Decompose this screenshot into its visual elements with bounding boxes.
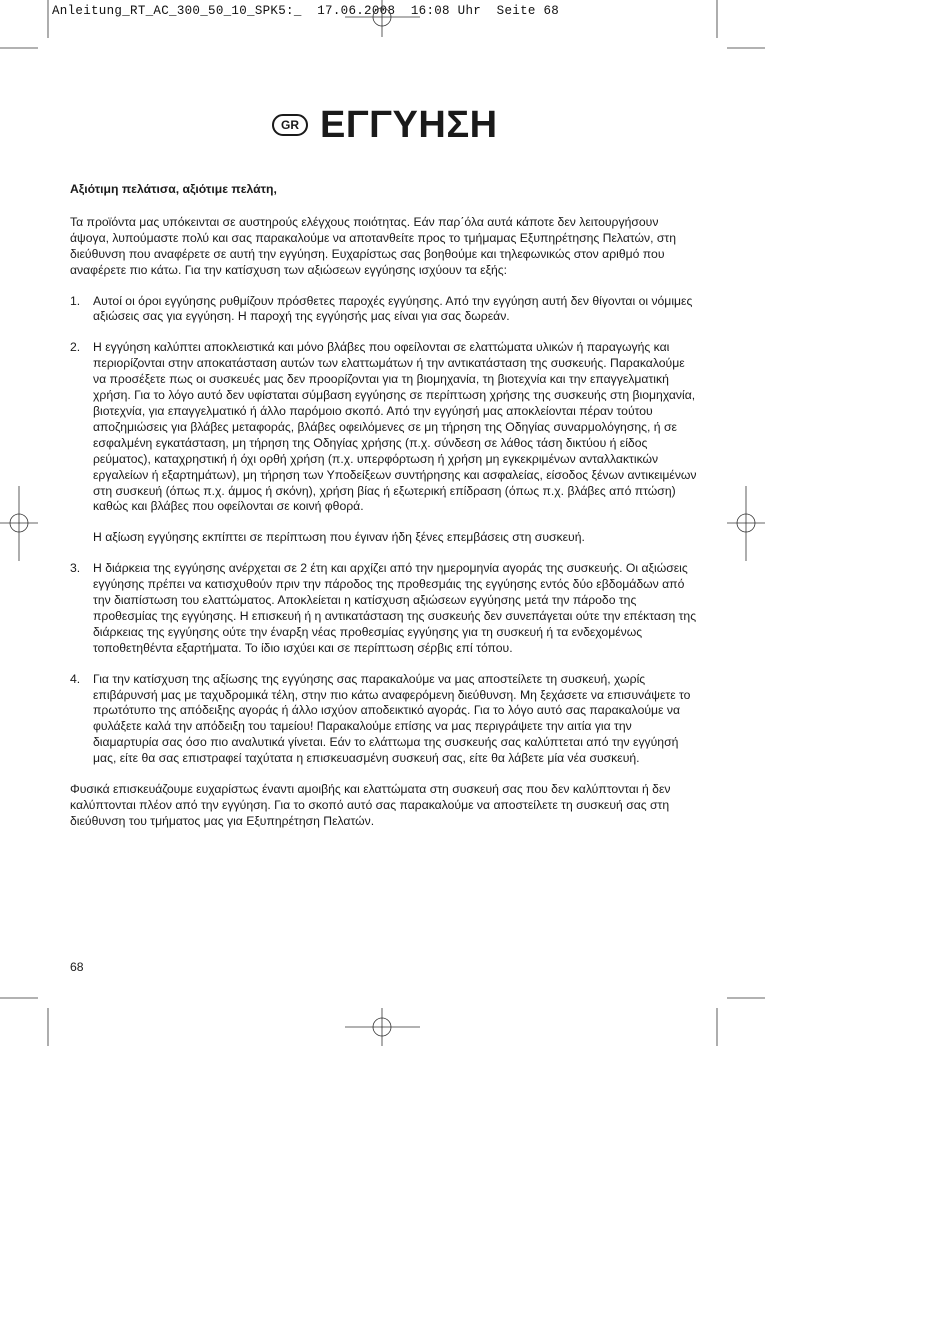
list-item — [70, 340, 698, 546]
registration-target-bottom — [345, 1008, 420, 1046]
intro-paragraph: Τα προϊόντα μας υπόκεινται σε αυστηρούς ελέγχους ποιότητας. Εάν παρ΄όλα αυτά κάποτε δεν λειτουργήσουν άψογα, λυπούμαστε πολύ και σας παρακαλούμε να αποτανθείτε προς το τμήμαμας Εξυπηρέτησης Πελατών, στη διεύθυνση που αναφέρετε σε αυτή την εγγύηση. Ευχαρίστως σας βοηθούμε και τηλεφωνικώς στον αριθμό που αναφέρετε πιο κάτω. Για την κατίσχυση των αξιώσεων εγγύησης ισχύουν τα εξής: — [70, 214, 677, 277]
list-item-number: 2. — [70, 340, 81, 355]
list-item-text: Αυτοί οι όροι εγγύησης ρυθμίζουν πρόσθετες παροχές εγγύησης. Από την εγγύηση αυτή δεν θίγονται οι νόμιμες αξιώσεις σας για εγγύηση. Η παροχή της εγγύησής μας είναι για σας δωρεάν. — [93, 293, 693, 324]
registration-target-top — [345, 0, 420, 37]
list-item-number: 4. — [70, 671, 81, 686]
print-slug-line: Anleitung_RT_AC_300_50_10_SPK5:_ 17.06.2008 16:08 Uhr Seite 68 — [52, 4, 560, 18]
list-item-number: 3. — [70, 561, 81, 576]
warranty-text — [70, 182, 698, 830]
page-header — [272, 103, 498, 147]
list-item-text: Η διάρκεια της εγγύησης ανέρχεται σε 2 έτη και αρχίζει από την ημερομηνία αγοράς της συσκευής. Οι αξιώσεις εγγύησης πρέπει να κατισχυθούν πριν την πάροδος της προθεσμάις της εγγύησης εντός δύο εβδομάδων από την διαπίστωση του ελαττώματος. Αποκλείεται η κατίσχυση αξιώσεων εγγύησης μετά την πάροδο της προθεσμίας της εγγύησης. Η επισκευή ή η αντικατάσταση της συσκευής δεν συνεπάγεται ούτε την επέκταση της διάρκειας της εγγύησης ούτε την έναρξη νέας προθεσμίας εγγύησης για τη συσκευή ή τα ενδεχομένως τοποθετηθέντα εξαρτήματα. Το ίδιο ισχύει και σε περίπτωση σέρβις επί τόπου. — [93, 561, 697, 655]
language-badge: GR — [272, 114, 308, 136]
registration-target-left — [0, 486, 38, 561]
list-item — [70, 294, 698, 326]
list-item-text: Η εγγύηση καλύπτει αποκλειστικά και μόνο βλάβες που οφείλονται σε ελαττώματα υλικών ή παραγωγής και περιορίζονται στην αποκατάσταση αυτών των ελαττωμάτων ή την αντικατάσταση της συσκευής. Παρακαλούμε να προσέξετε πως οι συσκευές μας δεν προορίζονται για τη βιομηχανία, τη βιοτεχνία και την επαγγελματική χρήση. Για το λόγο αυτό δεν υφίσταται σύμβαση εγγύησης σε περίπτωση χρήσης της συσκευής στη βιομηχανία, βιοτεχνία, για επαγγελματικό ή άλλο παρόμοιο σκοπό. Από την εγγύησή μας αποκλείονται πέραν τούτου αποζημιώσεις για βλάβες μεταφοράς, βλάβες οφειλόμενες σε μη τήρηση της Οδηγίας συναρμολόγησης, ή σε εσφαλμένη εγκατάσταση, μη τήρηση της Οδηγίας χρήσης (π.χ. σύνδεση σε λάθος τάση δικτύου ή είδος ρεύματος), καταχρηστική ή όχι ορθή χρήση (π.χ. υπερφόρτωση ή χρήση μη εγκεκριμένων ανταλλακτικών εργαλείων ή εξαρτημάτων), μη τήρηση των Υποδείξεων συντήρησης και ασφαλείας, είσοδος ξένων αντικειμένων στη συσκευή (όπως π.χ. άμμος ή σκόνη), χρήση βίας ή εξωτερική επίδραση (όπως π.χ. βλάβες από πτώση) καθώς και βλάβες που οφείλονται σε κοινή φθορά. — [93, 340, 697, 514]
greeting: Αξιότιμη πελάτισα, αξιότιμε πελάτη, — [70, 182, 277, 196]
page-number: 68 — [70, 960, 84, 974]
list-item-subparagraph: Η αξίωση εγγύησης εκπίπτει σε περίπτωση που έγιναν ήδη ξένες επεμβάσεις στη συσκευή. — [93, 530, 585, 545]
page-title: ΕΓΓΥΗΣΗ — [320, 104, 498, 146]
closing-paragraph: Φυσικά επισκευάζουμε ευχαρίστως έναντι αμοιβής και ελαττώματα στη συσκευή σας που δεν καλύπτονται ή δεν καλύπτονται πλέον από την εγγύηση. Για το σκοπό αυτό σας παρακαλούμε να αποστείλετε τη συσκευή σας στη διεύθυνση του τμήματος μας για Εξυπηρέτηση Πελατών. — [70, 782, 671, 828]
list-item-text: Για την κατίσχυση της αξίωσης της εγγύησης σας παρακαλούμε να μας αποστείλετε τη συσκευή, χωρίς επιβάρυνσή μας με ταχυδρομικά τέλη, στην πιο κάτω αναφερόμενη διεύθυνση. Μη ξεχάσετε να επισυνάψετε το πρωτότυπο της απόδειξης αγοράς ή άλλο ισχύον αποδεικτικό αγοράς. Για το λόγο αυτό σας παρακαλούμε να φυλάξετε καλά την απόδειξη του ταμείου! Παρακαλούμε επίσης να μας περιγράψετε την αιτία για την διαμαρτυρία σας όσο πιο αναλυτικά γίνεται. Εάν το ελάττωμα της συσκευής σας καλύπτεται από την εγγύησή μας, είτε θα σας επιστραφεί ταχύτατα η επισκευασμένη συσκευή σας, είτε θα λάβετε μία νέα συσκευή. — [93, 671, 691, 766]
warranty-terms-list — [70, 294, 698, 768]
list-item-number: 1. — [70, 293, 81, 308]
list-item — [70, 672, 698, 767]
list-item — [70, 561, 698, 656]
registration-target-right — [727, 486, 765, 561]
